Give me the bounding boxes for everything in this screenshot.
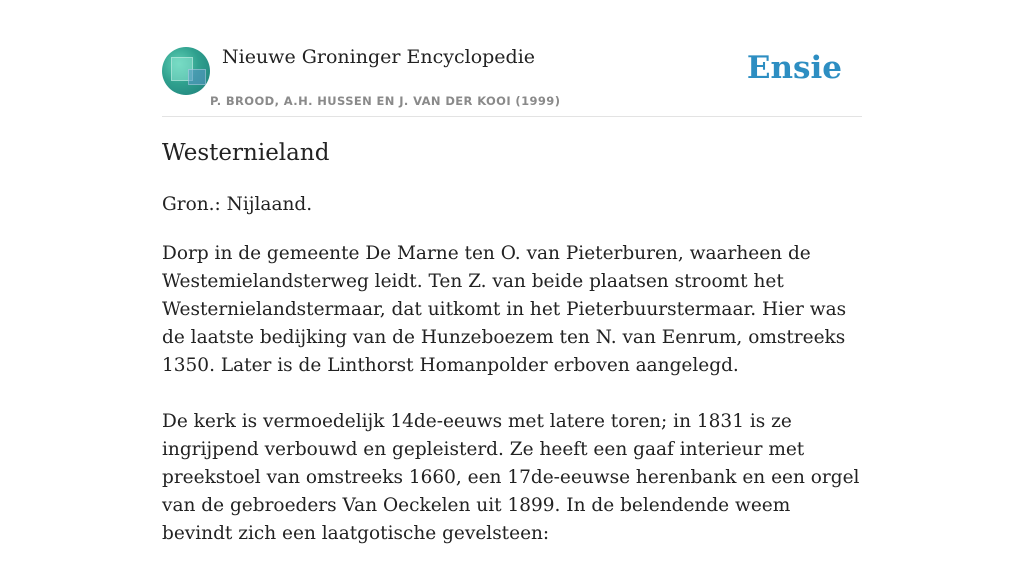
entry-paragraph: De kerk is vermoedelijk 14de-eeuws met latere toren; in 1831 is ze ingrijpend verbouwd en gepleisterd. Ze heeft een gaaf interieur met preekstoel van omstreeks 1660, een 17de-eeuwse herenbank en een orgel van de gebroeders Van Oeckelen uit 1899. In de belendende weem bevindt zich een laatgotische gevelsteen: bbox=[162, 411, 860, 544]
source-header bbox=[162, 0, 862, 117]
source-title-link[interactable]: Nieuwe Groninger Encyclopedie bbox=[222, 46, 536, 68]
entry-paragraph: Dorp in de gemeente De Marne ten O. van Pieterburen, waarheen de Westemielandsterweg leidt. Ten Z. van beide plaatsen stroomt het Westernielandstermaar, dat uitkomt in het Pieterbuurstermaar. Hier was de laatste bedijking van de Hunzeboezem ten N. van Eenrum, omstreeks 1350. Later is de Linthorst Homanpolder erboven aangelegd. bbox=[162, 243, 847, 376]
encyclopedia-cover-icon[interactable] bbox=[162, 47, 210, 95]
entry-body bbox=[162, 240, 862, 576]
entry-title: Westernieland bbox=[162, 140, 330, 166]
source-authors: P. BROOD, A.H. HUSSEN EN J. VAN DER KOOI (1999) bbox=[210, 94, 561, 108]
ensie-logo[interactable]: Ensie bbox=[746, 50, 842, 86]
entry-synonym: Gron.: Nijlaand. bbox=[162, 194, 313, 215]
page bbox=[162, 0, 862, 544]
